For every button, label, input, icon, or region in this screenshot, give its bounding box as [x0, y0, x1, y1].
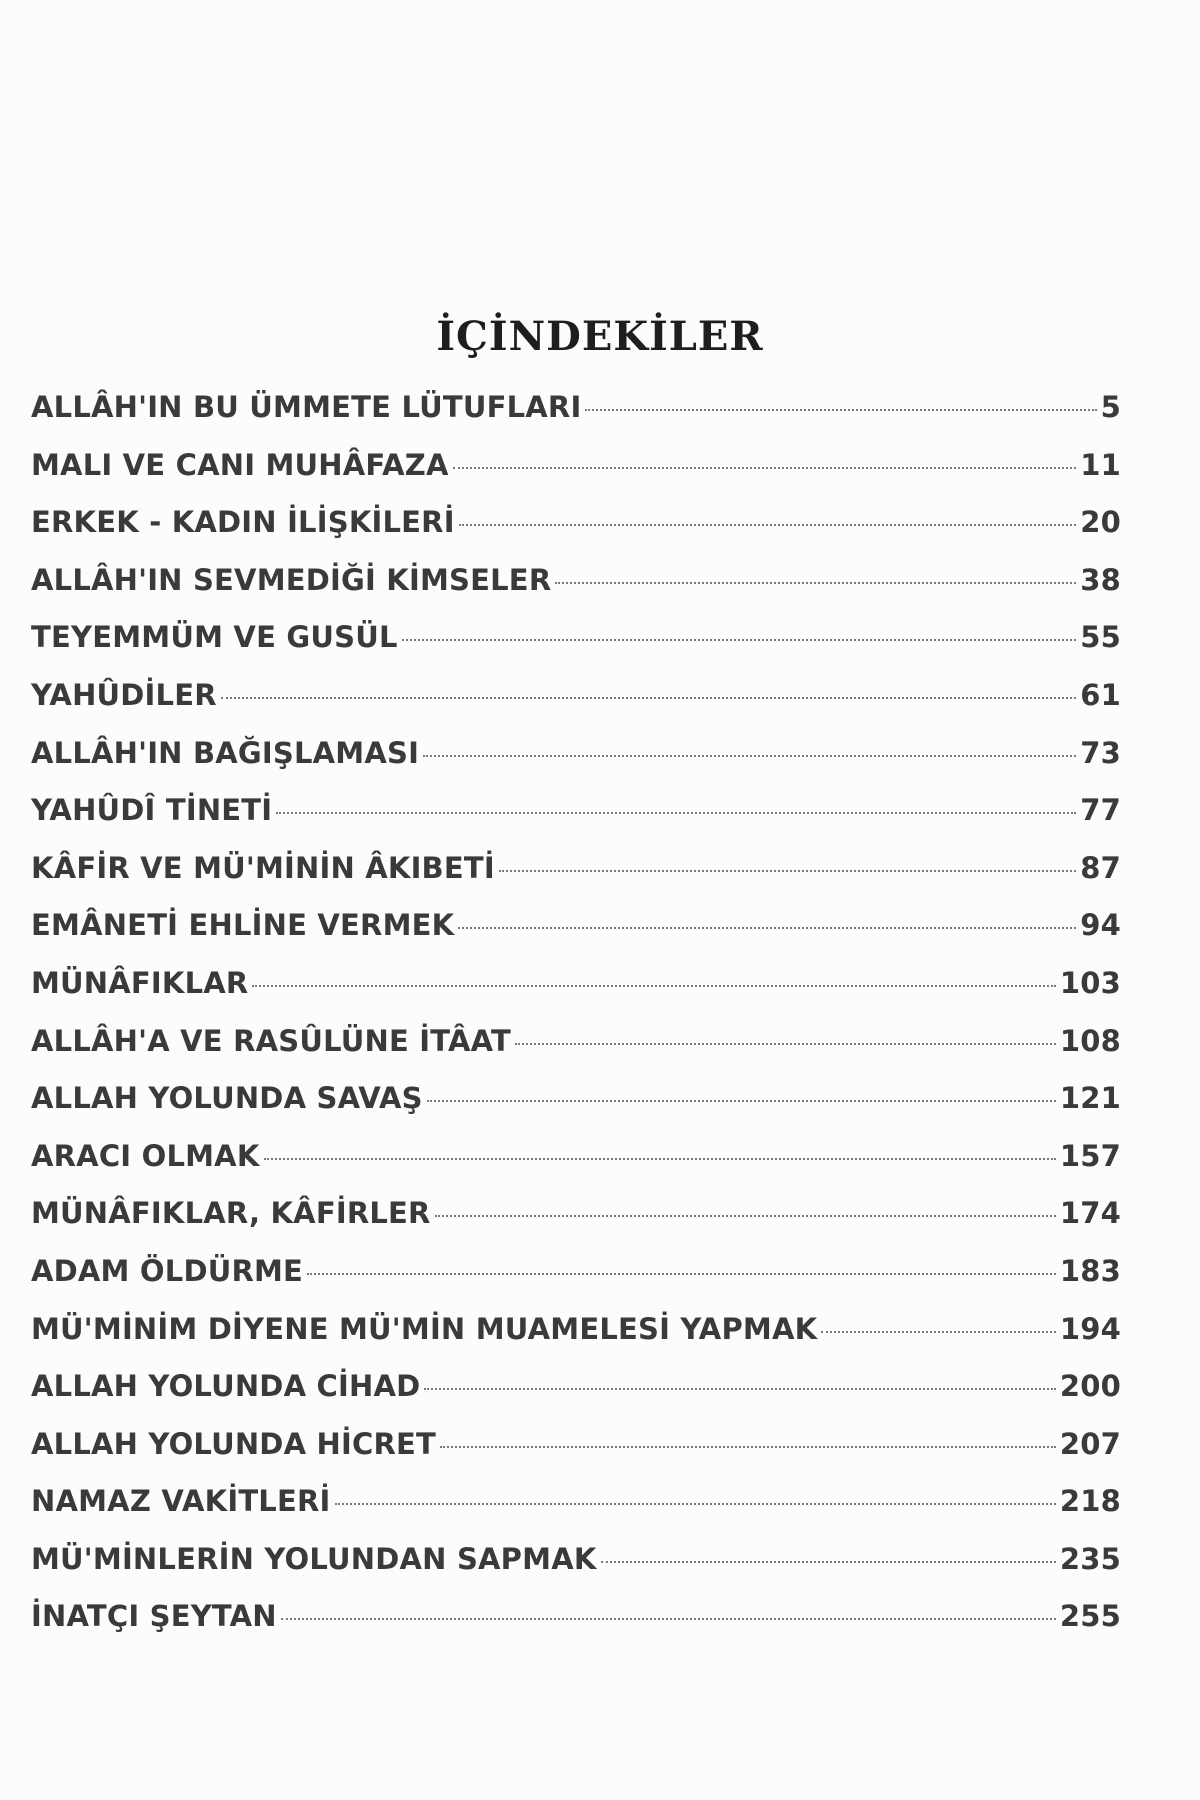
- toc-entry: [31, 851, 1121, 909]
- dot-leader: [601, 1561, 1056, 1563]
- toc-entry-title: MALI VE CANI MUHÂFAZA: [31, 447, 449, 482]
- toc-page-number: 183: [1059, 1253, 1121, 1288]
- toc-entry: [31, 505, 1121, 563]
- toc-entry: [31, 736, 1121, 794]
- toc-entry-title: EMÂNETİ EHLİNE VERMEK: [31, 908, 455, 943]
- toc-entry: [31, 1369, 1121, 1427]
- toc-entry-title: ALLÂH'IN SEVMEDİĞİ KİMSELER: [31, 562, 552, 597]
- toc-entry-title: ALLÂH'A VE RASÛLÜNE İTÂAT: [31, 1023, 512, 1058]
- toc-page-number: 235: [1059, 1541, 1121, 1576]
- toc-entry-title: ALLAH YOLUNDA CİHAD: [31, 1369, 421, 1404]
- toc-entry: [31, 1542, 1121, 1600]
- dot-leader: [585, 409, 1096, 411]
- toc-entry: [31, 678, 1121, 736]
- toc-entry-title: KÂFİR VE MÜ'MİNİN ÂKIBETİ: [31, 850, 495, 885]
- toc-page-number: 121: [1059, 1081, 1121, 1116]
- toc-entry: [31, 1081, 1121, 1139]
- page-title: İÇİNDEKİLER: [436, 312, 764, 360]
- toc-page-number: 108: [1059, 1023, 1121, 1058]
- toc-page-number: 174: [1059, 1196, 1121, 1231]
- table-of-contents: [31, 390, 1121, 1657]
- toc-page-number: 94: [1080, 908, 1121, 943]
- toc-entry: [31, 1484, 1121, 1542]
- dot-leader: [423, 755, 1076, 757]
- dot-leader: [307, 1273, 1056, 1275]
- dot-leader: [281, 1618, 1056, 1620]
- toc-entry: [31, 793, 1121, 851]
- toc-page-number: 255: [1059, 1599, 1121, 1634]
- toc-entry-title: YAHÛDİLER: [31, 677, 217, 712]
- toc-entry-title: MÜNÂFIKLAR, KÂFİRLER: [31, 1196, 431, 1231]
- dot-leader: [427, 1100, 1056, 1102]
- toc-entry: [31, 620, 1121, 678]
- toc-entry: [31, 448, 1121, 506]
- toc-entry: [31, 1427, 1121, 1485]
- dot-leader: [555, 582, 1076, 584]
- toc-entry-title: ALLÂH'IN BAĞIŞLAMASI: [31, 735, 420, 770]
- dot-leader: [252, 985, 1055, 987]
- toc-page-number: 55: [1080, 620, 1121, 655]
- dot-leader: [264, 1158, 1056, 1160]
- toc-page-number: 194: [1059, 1311, 1121, 1346]
- toc-page-number: 200: [1059, 1369, 1121, 1404]
- dot-leader: [276, 812, 1076, 814]
- toc-entry-title: NAMAZ VAKİTLERİ: [31, 1484, 331, 1519]
- toc-entry: [31, 1139, 1121, 1197]
- toc-page-number: 5: [1100, 390, 1121, 424]
- toc-entry-title: MÜNÂFIKLAR: [31, 965, 249, 1000]
- dot-leader: [499, 870, 1076, 872]
- dot-leader: [459, 524, 1077, 526]
- dot-leader: [453, 467, 1077, 469]
- dot-leader: [515, 1043, 1056, 1045]
- toc-page-number: 73: [1080, 735, 1121, 770]
- toc-entry-title: İNATÇI ŞEYTAN: [31, 1599, 277, 1634]
- toc-page-number: 218: [1059, 1484, 1121, 1519]
- dot-leader: [221, 697, 1076, 699]
- toc-entry: [31, 1196, 1121, 1254]
- toc-entry-title: ALLAH YOLUNDA HİCRET: [31, 1426, 436, 1461]
- dot-leader: [435, 1215, 1056, 1217]
- toc-entry-title: MÜ'MİNLERİN YOLUNDAN SAPMAK: [31, 1541, 597, 1576]
- toc-entry-title: ALLAH YOLUNDA SAVAŞ: [31, 1081, 423, 1116]
- toc-entry-title: MÜ'MİNİM DİYENE MÜ'MİN MUAMELESİ YAPMAK: [31, 1311, 818, 1346]
- toc-entry: [31, 563, 1121, 621]
- toc-page-number: 157: [1059, 1138, 1121, 1173]
- toc-page-number: 11: [1080, 447, 1121, 482]
- toc-entry-title: TEYEMMÜM VE GUSÜL: [31, 620, 398, 655]
- dot-leader: [458, 927, 1076, 929]
- toc-page-number: 87: [1080, 850, 1121, 885]
- toc-entry: [31, 1024, 1121, 1082]
- toc-page-number: 20: [1080, 505, 1121, 540]
- toc-page-number: 38: [1080, 562, 1121, 597]
- dot-leader: [424, 1388, 1055, 1390]
- dot-leader: [440, 1446, 1056, 1448]
- toc-entry: [31, 908, 1121, 966]
- dot-leader: [821, 1331, 1056, 1333]
- toc-page-number: 207: [1059, 1426, 1121, 1461]
- toc-entry: [31, 1312, 1121, 1370]
- dot-leader: [335, 1503, 1056, 1505]
- toc-entry-title: YAHÛDÎ TİNETİ: [31, 793, 273, 828]
- dot-leader: [402, 639, 1077, 641]
- toc-entry-title: ERKEK - KADIN İLİŞKİLERİ: [31, 505, 455, 540]
- toc-entry-title: ALLÂH'IN BU ÜMMETE LÜTUFLARI: [31, 390, 582, 424]
- toc-entry: [31, 1254, 1121, 1312]
- toc-entry: [31, 390, 1121, 448]
- toc-entry-title: ADAM ÖLDÜRME: [31, 1253, 304, 1288]
- toc-page-number: 61: [1080, 677, 1121, 712]
- toc-entry-title: ARACI OLMAK: [31, 1138, 260, 1173]
- toc-entry: [31, 1599, 1121, 1657]
- toc-entry: [31, 966, 1121, 1024]
- toc-page-number: 103: [1059, 965, 1121, 1000]
- toc-page-number: 77: [1080, 793, 1121, 828]
